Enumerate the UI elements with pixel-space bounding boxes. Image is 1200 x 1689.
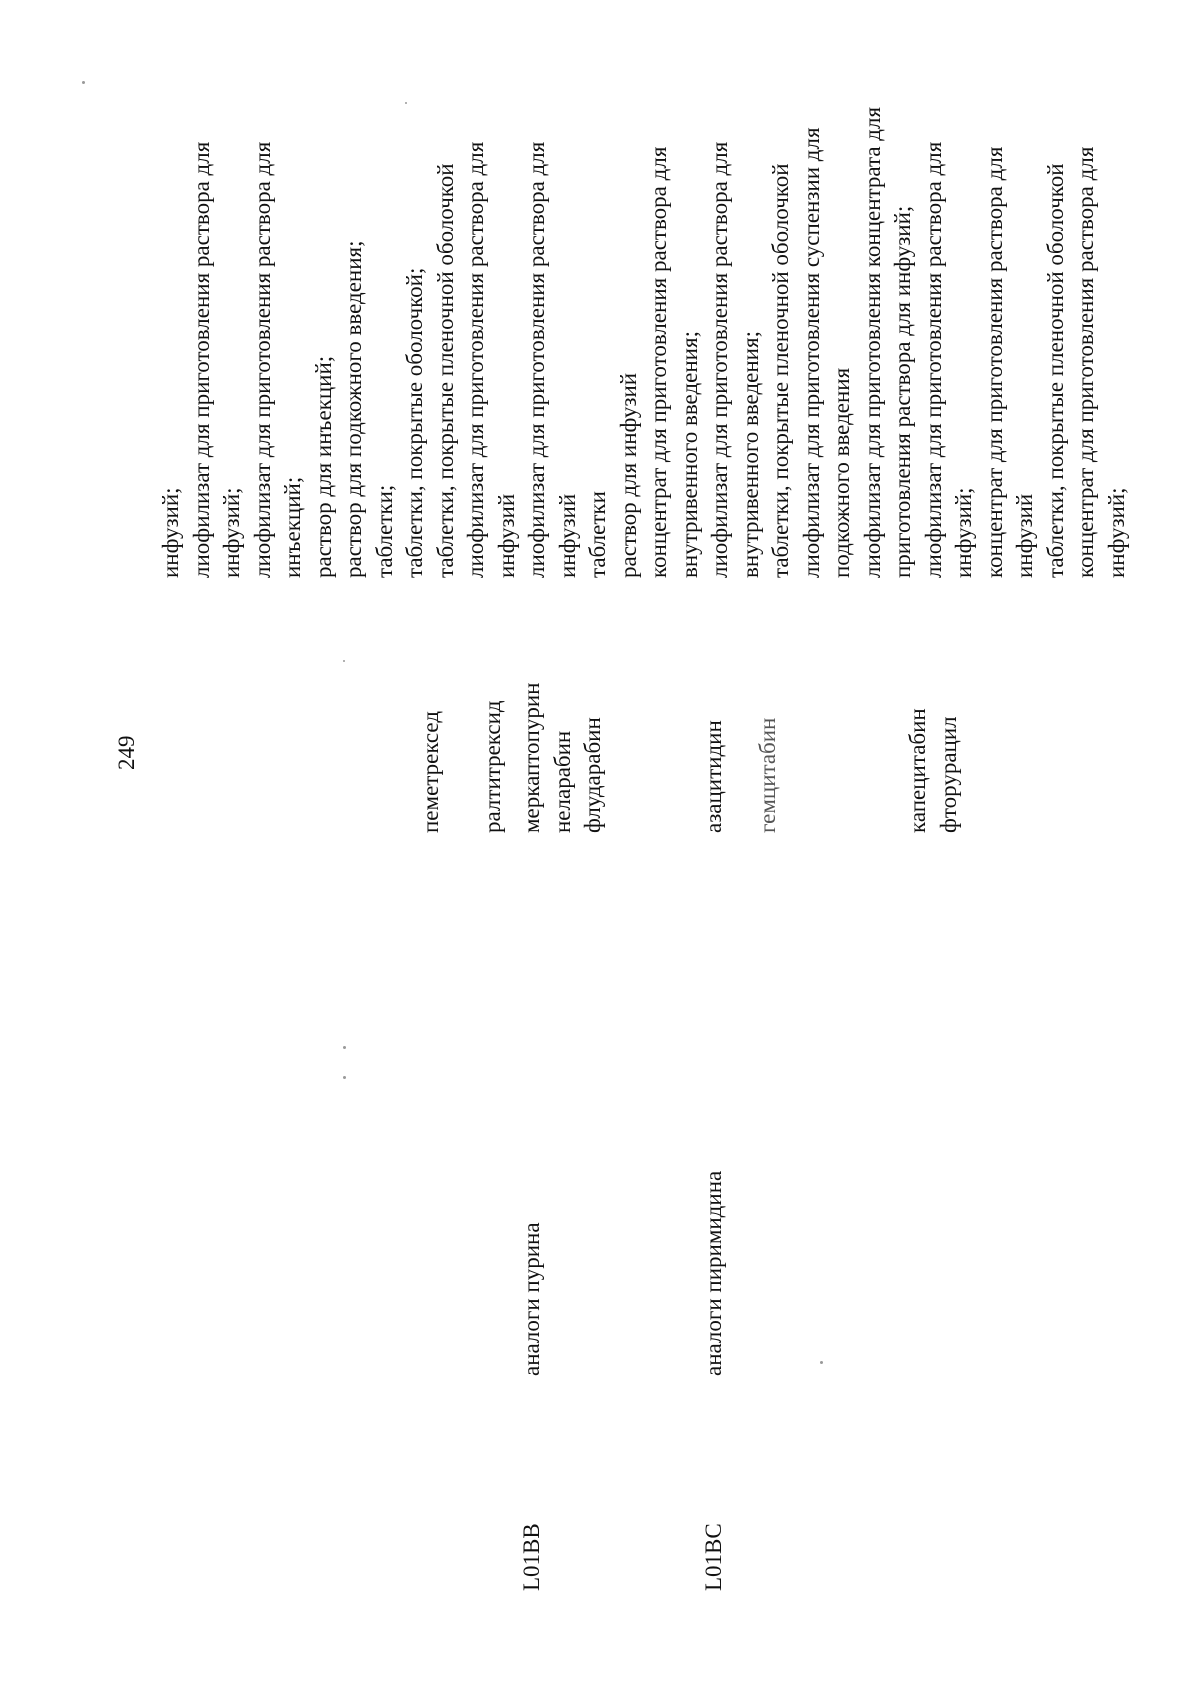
scan-speck	[343, 660, 345, 662]
drug-gemcitabine: гемцитабин	[755, 717, 780, 833]
form-line: лиофилизат для приготовления раствора для	[920, 141, 946, 578]
drug-nelarabine: неларабин	[549, 730, 575, 833]
scan-speck	[343, 1046, 346, 1049]
form-line: подкожного введения	[829, 367, 854, 578]
group-pyrimidine-analogues: аналоги пиримидина	[701, 1170, 726, 1376]
form-line: лиофилизат для приготовления суспензии для	[798, 127, 824, 578]
form-line: таблетки, покрытые пленочной оболочкой	[1042, 163, 1068, 578]
form-line: раствор для подкожного введения;	[341, 240, 366, 578]
drug-azacitidine: азацитидин	[701, 720, 726, 833]
form-line: таблетки	[585, 491, 610, 578]
drug-pemetrexed: пеметрексед	[418, 710, 443, 833]
drug-fludarabine: флударабин	[580, 717, 605, 833]
form-line: внутривенного введения;	[676, 331, 702, 578]
form-line: лиофилизат для приготовления раствора для	[524, 141, 549, 578]
group-purine-analogues: аналоги пурина	[519, 1222, 544, 1376]
drug-list-purine	[517, 683, 609, 833]
form-line: инфузий	[1012, 493, 1037, 578]
drug-capecitabine: капецитабин	[905, 708, 930, 833]
form-line: лиофилизат для приготовления раствора для	[188, 141, 214, 578]
form-line: инфузий	[493, 493, 519, 578]
form-line: раствор для инфузий	[615, 372, 641, 578]
dosage-forms-list	[156, 107, 1132, 578]
form-line: концентрат для приготовления раствора для	[981, 146, 1007, 578]
scan-speck	[820, 1361, 823, 1364]
form-line: лиофилизат для приготовления раствора для	[249, 141, 275, 578]
form-line: лиофилизат для приготовления раствора для	[707, 141, 732, 578]
form-line: концентрат для приготовления раствора для	[1073, 146, 1098, 578]
atc-code-l01bb: L01BB	[519, 1523, 544, 1591]
form-line: инфузий;	[219, 487, 244, 578]
atc-code-l01bc: L01BC	[701, 1523, 726, 1591]
form-line: лиофилизат для приготовления раствора для	[463, 141, 488, 578]
drug-raltitrexed: ралтитрексид	[480, 700, 505, 833]
drug-fluorouracil: фторурацил	[935, 716, 961, 833]
form-line: инъекций;	[280, 476, 305, 578]
form-line: приготовления раствора для инфузий;	[890, 205, 915, 578]
form-line: инфузий;	[158, 487, 183, 578]
form-line: таблетки, покрытые пленочной оболочкой	[768, 163, 793, 578]
scan-speck	[82, 81, 85, 84]
drug-mercaptopurine: меркаптопурин	[519, 682, 544, 833]
form-line: лиофилизат для приготовления концентрата для	[859, 106, 885, 578]
form-line: внутривенного введения;	[737, 331, 763, 578]
form-line: таблетки, покрытые оболочкой;	[402, 267, 427, 578]
form-line: инфузий	[554, 493, 580, 578]
form-line: инфузий;	[1103, 487, 1129, 578]
drug-list-pyrimidine	[903, 708, 964, 833]
form-line: инфузий;	[951, 487, 976, 578]
scan-speck	[343, 1076, 346, 1079]
form-line: концентрат для приготовления раствора для	[646, 146, 671, 578]
form-line: таблетки;	[371, 484, 397, 578]
page-number: 249	[114, 735, 139, 770]
form-line: таблетки, покрытые пленочной оболочкой	[432, 163, 458, 578]
form-line: раствор для инъекций;	[310, 355, 336, 578]
scan-speck	[405, 102, 407, 104]
